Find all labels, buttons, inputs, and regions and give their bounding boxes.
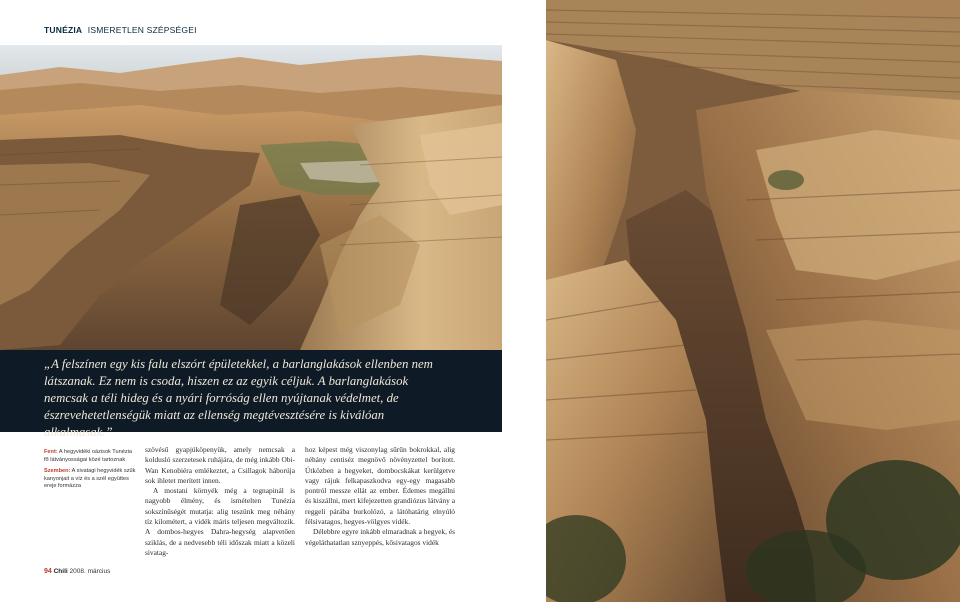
body-paragraph: Délebbre egyre inkább elmaradnak a hegyek, és végeláthatatlan sznyeppés, kősivatagos vidék: [305, 527, 455, 547]
oasis-canyon-illustration: [0, 45, 502, 350]
caption-top-text: A hegyvidéki oázisok Tunézia fő látványosságai közé tartoznak: [44, 449, 132, 463]
issue-date: 2008. március: [69, 568, 111, 575]
photo-captions: [44, 449, 136, 495]
desert-canyon-illustration: [546, 0, 960, 602]
caption-top-label: Fent:: [44, 449, 58, 455]
caption-opposite-label: Szemben:: [44, 468, 71, 475]
body-paragraph: szövésű gyapjúköpenyük, amely nemcsak a koldusló szerzetesek ruhájára, de még inkább Obi-Wan Kenobiéra emlékeztet, a Csillagok háborúja sok ihletet merített innen.: [145, 445, 295, 485]
caption-top: [44, 449, 136, 464]
oasis-canyon-photo: [0, 45, 502, 350]
desert-canyon-photo: [546, 0, 960, 602]
body-column-2: [305, 445, 455, 548]
body-column-1: [145, 445, 295, 558]
page-number: 94: [44, 568, 52, 575]
body-paragraph: A mostani környék még a tegnapinál is nagyobb élmény, és ismételten Tunézia sokszínűségét mutatja: alig teszünk meg néhány tíz kilométert, a vidék máris teljesen megváltozik. A dombos-hegyes Dahra-hegység alapvetően sziklás, de a nedvesebb téli időszak miatt a közeli sivatag-: [145, 486, 295, 557]
page-folio: [44, 568, 110, 575]
pull-quote: „A felszínen egy kis falu elszórt épületekkel, a barlanglakások ellenben nem látszanak. Ez nem is csoda, hiszen ez az egyik céljuk. A barlanglakások nemcsak a téli hideg és a nyári forróság ellen nyújtanak védelmet, de észrevehetetlenségük miatt az ellenség megtévesztésére is kiválóan alkalmasak.”: [44, 357, 433, 439]
header-section: ISMERETLEN SZÉPSÉGEI: [87, 25, 197, 35]
caption-opposite-text: A sivatagi hegyvidék szűk kanyonjait a víz és a szél együttes ereje formázza: [44, 468, 136, 490]
running-header: [44, 25, 197, 35]
caption-opposite: [44, 468, 136, 491]
header-country: TUNÉZIA: [44, 25, 83, 35]
body-paragraph: hoz képest még viszonylag sűrűn bokrokkal, alig néhány centiséz megnövő növényzettel borított. Útközben a hegyeket, dombocskákat kerülgetve vagy rájuk felkapaszkodva egy-egy magasabb pontról messze ellát az ember. Édemes megállni és kiszállni, mert kifejezetten grandiózus látvány a reggeli párába burkolózó, a látóhatárig elnyúló félsivatagos, hegyes-völgyes vidék.: [305, 445, 455, 527]
magazine-name: Chili: [53, 568, 68, 575]
